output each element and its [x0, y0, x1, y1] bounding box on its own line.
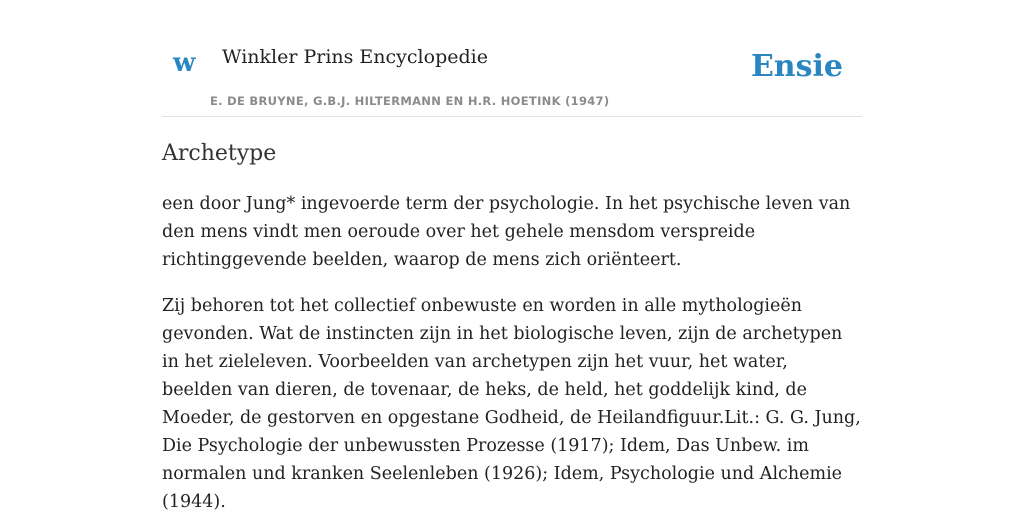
article-title: Archetype: [162, 141, 277, 166]
article-paragraph: Zij behoren tot het collectief onbewuste en worden in alle mythologieën gevonden. Wat de instincten zijn in het biologische leven, zijn de archetypen in het zieleleven. Voorbeelden van archetypen zijn het vuur, het water, beelden van dieren, de tovenaar, de heks, de held, het goddelijk kind, de Moeder, de gestorven en opgestane Godheid, de Heilandfiguur.Lit.: G. G. Jung, Die Psychologie der unbewussten Prozesse (1917); Idem, Das Unbew. im normalen und kranken Seelenleben (1926); Idem, Psychologie und Alchemie (1944).: [162, 296, 861, 512]
article-paragraph: een door Jung* ingevoerde term der psychologie. In het psychische leven van den mens vindt men oeroude over het gehele mensdom verspreide richtinggevende beelden, waarop de mens zich oriënteert.: [162, 194, 851, 270]
article: [162, 138, 862, 512]
source-title[interactable]: Winkler Prins Encyclopedie: [222, 46, 488, 68]
source-authors: E. DE BRUYNE, G.B.J. HILTERMANN EN H.R. HOETINK (1947): [210, 94, 610, 108]
winkler-prins-logo[interactable]: w: [173, 48, 196, 78]
header: [162, 0, 862, 117]
ensie-logo[interactable]: Ensie: [750, 49, 843, 84]
